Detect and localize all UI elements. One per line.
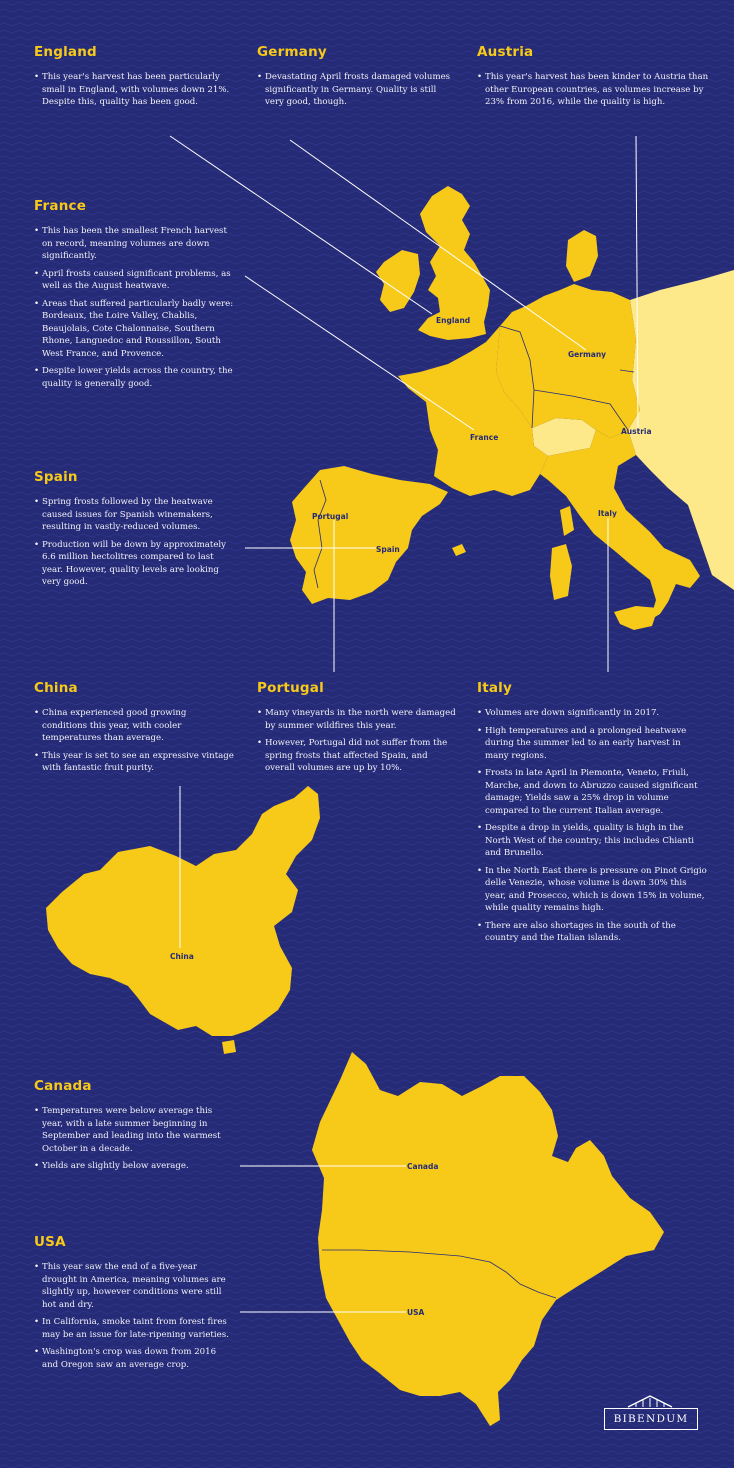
logo-roof-icon <box>626 1394 674 1408</box>
portugal-bullet: • Many vineyards in the north were damaged by summer wildfires this year. <box>257 707 457 732</box>
france-title: France <box>34 198 87 214</box>
map-label-austria: Austria <box>621 427 652 436</box>
italy-bullet: • In the North East there is pressure on Pinot Grigio delle Venezie, whose volume is down 30% this year, and Prosecco, which is down 15% in volume, while quality remains high. <box>477 865 707 915</box>
france-bullet: • April frosts caused significant problems, as well as the August heatwave. <box>34 268 234 293</box>
portugal-section <box>257 680 457 780</box>
italy-title: Italy <box>477 680 513 696</box>
france-bullet: • Despite lower yields across the country, the quality is generally good. <box>34 365 234 390</box>
france-section <box>34 198 234 395</box>
spain-bullet: • Production will be down by approximately 6.6 million hectolitres compared to last year. However, quality levels are looking very good. <box>34 539 234 589</box>
canada-title: Canada <box>34 1078 92 1094</box>
china-bullet: • China experienced good growing conditions this year, with cooler temperatures than average. <box>34 707 234 745</box>
germany-section <box>257 44 453 114</box>
canada-section <box>34 1078 234 1178</box>
map-label-france: France <box>470 433 499 442</box>
austria-bullet: • This year's harvest has been kinder to Austria than other European countries, as volumes increase by 23% from 2016, while the quality is high. <box>477 71 709 109</box>
map-label-germany: Germany <box>568 350 607 359</box>
england-bullet: • This year's harvest has been particularly small in England, with volumes down 21%. Despite this, quality has been good. <box>34 71 234 109</box>
china-bullet: • This year is set to see an expressive vintage with fantastic fruit purity. <box>34 750 234 775</box>
canada-bullet: • Temperatures were below average this year, with a late summer beginning in September and leading into the warmest October in a decade. <box>34 1105 234 1155</box>
portugal-title: Portugal <box>257 680 324 696</box>
usa-bullet: • In California, smoke taint from forest fires may be an issue for late-ripening varieties. <box>34 1316 234 1341</box>
map-label-china: China <box>170 952 194 961</box>
italy-section <box>477 680 707 950</box>
canada-bullet: • Yields are slightly below average. <box>34 1160 234 1173</box>
germany-bullet: • Devastating April frosts damaged volumes significantly in Germany. Quality is still very good, though. <box>257 71 453 109</box>
italy-bullet: • Frosts in late April in Piemonte, Veneto, Friuli, Marche, and down to Abruzzo caused significant damage; Yields saw a 25% drop in volume compared to the current Italian average. <box>477 767 707 817</box>
china-section <box>34 680 234 780</box>
usa-bullet: • Washington's crop was down from 2016 and Oregon saw an average crop. <box>34 1346 234 1371</box>
spain-bullet: • Spring frosts followed by the heatwave caused issues for Spanish winemakers, resulting in vastly-reduced volumes. <box>34 496 234 534</box>
france-bullet: • This has been the smallest French harvest on record, meaning volumes are down significantly. <box>34 225 234 263</box>
england-section <box>34 44 234 114</box>
france-bullet: • Areas that suffered particularly badly were: Bordeaux, the Loire Valley, Chablis, Beaujolais, Cote Chalonnaise, Southern Rhone, Languedoc and Roussillon, South West France, and Provence. <box>34 298 234 361</box>
map-label-portugal: Portugal <box>312 512 349 521</box>
bibendum-logo: BIBENDUM <box>604 1408 698 1430</box>
spain-section <box>34 469 234 594</box>
italy-bullet: • Volumes are down significantly in 2017. <box>477 707 707 720</box>
hainan-shape <box>222 1040 236 1054</box>
austria-title: Austria <box>477 44 534 60</box>
map-label-england: England <box>436 316 471 325</box>
spain-title: Spain <box>34 469 78 485</box>
usa-bullet: • This year saw the end of a five-year drought in America, meaning volumes are slightly up, however conditions were still hot and dry. <box>34 1261 234 1311</box>
china-title: China <box>34 680 78 696</box>
austria-section <box>477 44 709 114</box>
portugal-bullet: • However, Portugal did not suffer from the spring frosts that affected Spain, and overall volumes are up by 10%. <box>257 737 457 775</box>
map-label-spain: Spain <box>376 545 400 554</box>
usa-title: USA <box>34 1234 66 1250</box>
map-label-usa: USA <box>407 1308 425 1317</box>
map-label-italy: Italy <box>598 509 617 518</box>
map-label-canada: Canada <box>407 1162 439 1171</box>
england-title: England <box>34 44 97 60</box>
italy-bullet: • High temperatures and a prolonged heatwave during the summer led to an early harvest in many regions. <box>477 725 707 763</box>
italy-bullet: • There are also shortages in the south of the country and the Italian islands. <box>477 920 707 945</box>
italy-bullet: • Despite a drop in yields, quality is high in the North West of the country; this includes Chianti and Brunello. <box>477 822 707 860</box>
usa-section <box>34 1234 234 1376</box>
germany-title: Germany <box>257 44 327 60</box>
